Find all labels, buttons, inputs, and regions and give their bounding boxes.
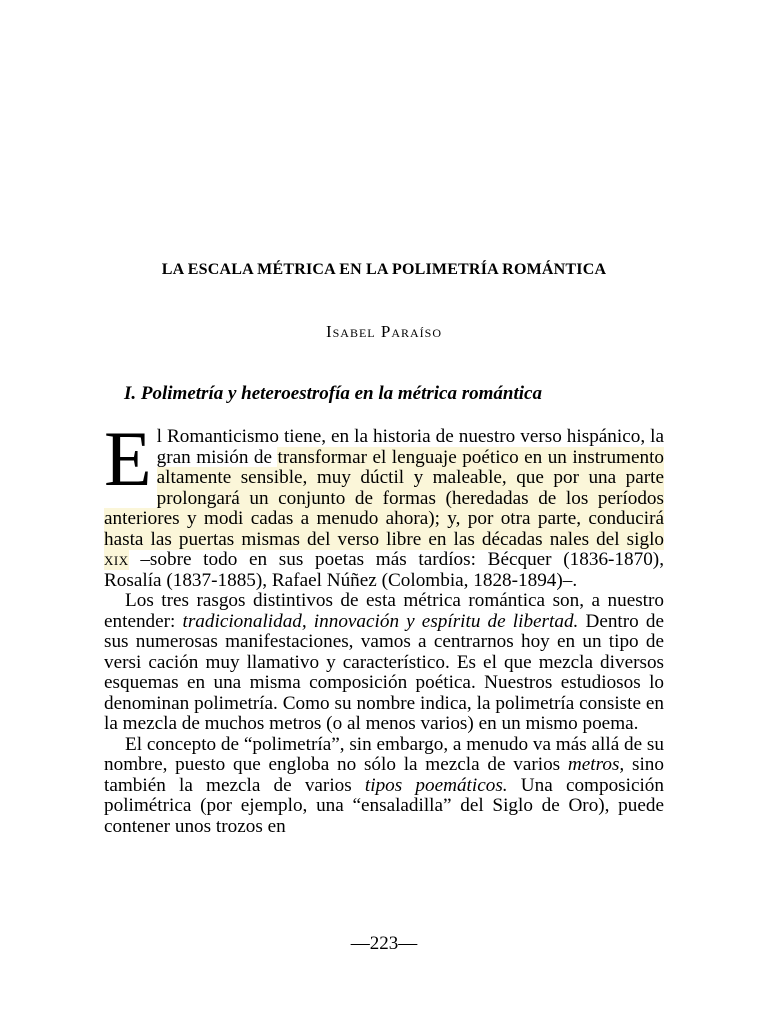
paragraph-3-emphasis-2: tipos poemáticos.: [364, 774, 508, 796]
paragraph-3: [104, 735, 664, 838]
paragraph-3-text-b: sino también la mezcla de varios: [104, 754, 664, 796]
paragraph-2: [104, 591, 664, 735]
paragraph-2-text-a: Los tres rasgos distintivos de esta métrica romántica son, a nuestro entender:: [104, 590, 664, 632]
section-heading: I. Polimetría y heteroestrofía en la métrica romántica: [124, 383, 542, 404]
drop-cap: E: [104, 415, 152, 502]
paragraph-3-text-c: Una composición polimétrica (por ejemplo, una “ensaladilla” del Siglo de Oro), puede contener unos trozos en: [104, 774, 664, 837]
paragraph-3-text-a: El concepto de “polimetría”, sin embargo, a menudo va más allá de su nombre, puesto que engloba no sólo la mezcla de varios: [104, 733, 664, 775]
paragraph-2-text-b: Dentro de sus numerosas manifestaciones, vamos a centrarnos hoy en un tipo de versi cación muy llamativo y característico. Es el que mezcla diversos esquemas en una misma composición poética. Nuestros estudiosos lo denominan polimetría. Como su nombre indica, la polimetría consiste en la mezcla de muchos metros (o al menos varios) en un mismo poema.: [104, 610, 664, 734]
highlighted-text: transformar el lenguaje poético en un instrumento altamente sensible, muy dúctil y maleable, que por una parte prolongará un conjunto de formas (heredadas de los períodos anteriores y modi cadas a menudo ahora); y, por otra parte, conducirá hasta las puertas mismas del verso libre en las décadas nales del siglo: [104, 446, 665, 550]
paragraph-1-text-a: l Romanticismo tiene, en la historia de nuestro verso hispánico, la gran misión de: [156, 426, 664, 468]
page-number: —223—: [350, 933, 418, 954]
author-name: Isabel Paraíso: [325, 322, 443, 341]
article-body: [104, 415, 665, 837]
paragraph-2-emphasis: tradicionalidad, innovación y espíritu de libertad.: [182, 610, 579, 632]
paragraph-1: [104, 415, 665, 591]
century-numeral: xix: [104, 549, 129, 570]
paragraph-3-emphasis-1: metros,: [567, 754, 625, 775]
article-title: LA ESCALA MÉTRICA EN LA POLIMETRÍA ROMÁNTICA: [161, 261, 607, 278]
paragraph-1-text-b: –sobre todo en sus poetas más tardíos: Bécquer (1836-1870), Rosalía (1837-1885), Rafael Núñez (Colombia, 1828-1894)–.: [104, 549, 664, 591]
